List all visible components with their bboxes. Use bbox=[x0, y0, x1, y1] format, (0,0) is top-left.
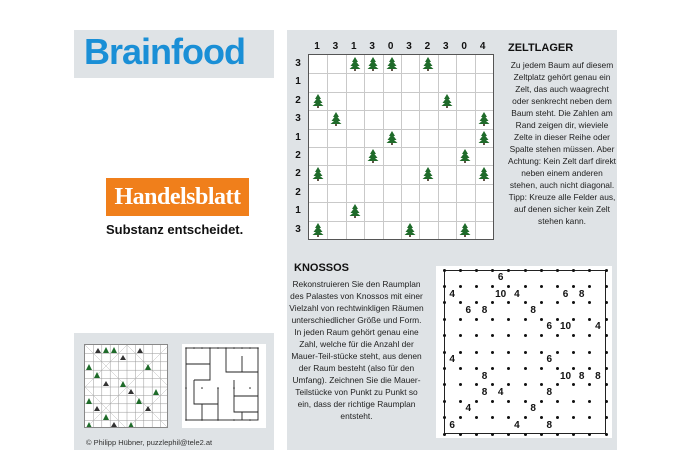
room-number: 6 bbox=[546, 321, 553, 333]
grid-line bbox=[456, 55, 457, 239]
room-number: 10 bbox=[559, 321, 572, 333]
zeltlager-grid[interactable] bbox=[308, 54, 494, 240]
grid-dot[interactable] bbox=[459, 416, 462, 419]
knossos-solution-graphic bbox=[182, 344, 266, 428]
column-clue: 0 bbox=[461, 41, 467, 52]
tree-icon bbox=[478, 112, 490, 126]
room-number: 8 bbox=[546, 419, 553, 431]
room-number: 6 bbox=[465, 305, 472, 316]
tree-icon bbox=[349, 57, 361, 71]
tree-icon bbox=[312, 223, 324, 237]
grid-dot[interactable] bbox=[475, 285, 478, 288]
tree-icon bbox=[386, 57, 398, 71]
tree-icon bbox=[422, 167, 434, 181]
grid-dot[interactable] bbox=[540, 400, 543, 403]
tree-icon bbox=[422, 57, 434, 71]
grid-dot[interactable] bbox=[524, 285, 527, 288]
row-clue: 2 bbox=[295, 94, 301, 106]
grid-dot[interactable] bbox=[459, 433, 462, 436]
grid-dot[interactable] bbox=[443, 416, 446, 419]
grid-dot[interactable] bbox=[540, 433, 543, 436]
room-number: 4 bbox=[595, 321, 601, 333]
grid-dot[interactable] bbox=[588, 269, 591, 272]
grid-dot[interactable] bbox=[556, 285, 559, 288]
brand-title: Brainfood bbox=[84, 31, 245, 72]
grid-dot[interactable] bbox=[524, 269, 527, 272]
grid-dot[interactable] bbox=[443, 400, 446, 403]
knossos-grid[interactable] bbox=[436, 266, 612, 438]
room-number: 8 bbox=[595, 370, 601, 382]
grid-dot[interactable] bbox=[524, 433, 527, 436]
grid-dot[interactable] bbox=[443, 367, 446, 370]
tree-icon bbox=[478, 131, 490, 145]
room-number: 6 bbox=[497, 272, 504, 284]
grid-dot[interactable] bbox=[491, 351, 494, 354]
column-clue: 4 bbox=[479, 41, 486, 52]
grid-dot[interactable] bbox=[475, 351, 478, 354]
tree-icon bbox=[459, 149, 471, 163]
room-number: 6 bbox=[562, 288, 569, 300]
grid-dot[interactable] bbox=[556, 334, 559, 337]
grid-dot[interactable] bbox=[491, 433, 494, 436]
column-clue: 3 bbox=[369, 41, 375, 52]
tree-icon bbox=[404, 223, 416, 237]
grid-line bbox=[419, 55, 420, 239]
room-number: 8 bbox=[481, 370, 488, 382]
zeltlager-solution-graphic bbox=[85, 345, 168, 428]
grid-dot[interactable] bbox=[572, 285, 575, 288]
grid-dot[interactable] bbox=[540, 285, 543, 288]
room-number: 10 bbox=[559, 370, 572, 382]
grid-dot[interactable] bbox=[475, 400, 478, 403]
grid-dot[interactable] bbox=[459, 269, 462, 272]
grid-dot[interactable] bbox=[524, 318, 527, 321]
room-number: 4 bbox=[449, 288, 455, 300]
tree-icon bbox=[312, 167, 324, 181]
grid-dot[interactable] bbox=[605, 416, 608, 419]
row-clue: 1 bbox=[295, 76, 301, 88]
grid-dot[interactable] bbox=[540, 334, 543, 337]
grid-dot[interactable] bbox=[443, 318, 446, 321]
grid-dot[interactable] bbox=[475, 416, 478, 419]
grid-dot[interactable] bbox=[443, 269, 446, 272]
grid-line bbox=[309, 221, 493, 222]
grid-dot[interactable] bbox=[507, 351, 510, 354]
tree-icon bbox=[312, 94, 324, 108]
grid-dot[interactable] bbox=[556, 433, 559, 436]
grid-dot[interactable] bbox=[556, 416, 559, 419]
grid-dot[interactable] bbox=[605, 351, 608, 354]
grid-line bbox=[401, 55, 402, 239]
row-clue: 1 bbox=[295, 205, 301, 217]
grid-dot[interactable] bbox=[475, 334, 478, 337]
sponsor-slogan: Substanz entscheidet. bbox=[106, 222, 244, 237]
grid-dot[interactable] bbox=[605, 301, 608, 304]
grid-dot[interactable] bbox=[556, 367, 559, 370]
grid-dot[interactable] bbox=[443, 334, 446, 337]
grid-dot[interactable] bbox=[540, 367, 543, 370]
room-number: 8 bbox=[481, 305, 488, 316]
grid-dot[interactable] bbox=[605, 269, 608, 272]
row-clue: 2 bbox=[295, 186, 301, 198]
room-number: 4 bbox=[465, 403, 472, 415]
grid-dot[interactable] bbox=[605, 334, 608, 337]
handelsblatt-logo: Handelsblatt bbox=[106, 178, 249, 216]
grid-dot[interactable] bbox=[459, 285, 462, 288]
zeltlager-solution-thumbnail bbox=[84, 344, 168, 428]
column-clue: 1 bbox=[351, 41, 357, 52]
grid-dot[interactable] bbox=[443, 285, 446, 288]
grid-dot[interactable] bbox=[524, 351, 527, 354]
grid-dot[interactable] bbox=[443, 383, 446, 386]
grid-dot[interactable] bbox=[572, 318, 575, 321]
room-number: 4 bbox=[514, 288, 520, 300]
grid-dot[interactable] bbox=[491, 318, 494, 321]
copyright-notice: © Philipp Hübner, puzzlephil@tele2.at bbox=[86, 438, 213, 447]
grid-dot[interactable] bbox=[475, 318, 478, 321]
grid-line bbox=[309, 165, 493, 166]
room-number: 8 bbox=[530, 403, 536, 415]
grid-dot[interactable] bbox=[459, 351, 462, 354]
room-number: 4 bbox=[497, 387, 504, 398]
grid-dot[interactable] bbox=[507, 433, 510, 436]
grid-dot[interactable] bbox=[605, 383, 608, 386]
grid-dot[interactable] bbox=[588, 433, 591, 436]
grid-dot[interactable] bbox=[491, 269, 494, 272]
grid-dot[interactable] bbox=[605, 400, 608, 403]
knossos-solution-thumbnail bbox=[182, 344, 266, 428]
grid-dot[interactable] bbox=[524, 416, 527, 419]
grid-dot[interactable] bbox=[572, 351, 575, 354]
zeltlager-instructions: Zu jedem Baum auf diesem Zeltplatz gehört genau ein Zelt, das auch waagrecht oder senkrecht neben dem Baum steht. Die Zahlen am Rand zeigen dir, wieviele Zelte in dieser Reihe oder Spalte stehen müssen. Aber Achtung: Kein Zelt darf direkt neben einem anderen stehen, auch nicht diagonal. Tipp: Kreuze alle Felder aus, auf denen sicher kein Zelt stehen kann. bbox=[508, 60, 616, 226]
column-clue: 2 bbox=[424, 41, 431, 52]
room-number: 4 bbox=[514, 419, 520, 431]
tree-icon bbox=[441, 94, 453, 108]
grid-dot[interactable] bbox=[491, 367, 494, 370]
grid-line bbox=[309, 202, 493, 203]
knossos-title: KNOSSOS bbox=[294, 262, 350, 274]
grid-dot[interactable] bbox=[491, 400, 494, 403]
grid-dot[interactable] bbox=[540, 318, 543, 321]
room-number: 6 bbox=[546, 354, 553, 366]
row-clue: 3 bbox=[295, 223, 301, 235]
room-number: 8 bbox=[578, 288, 585, 300]
room-number: 8 bbox=[530, 305, 536, 316]
grid-dot[interactable] bbox=[475, 269, 478, 272]
room-number: 8 bbox=[481, 387, 488, 398]
tree-icon bbox=[330, 112, 342, 126]
grid-dot[interactable] bbox=[524, 383, 527, 386]
grid-dot[interactable] bbox=[475, 433, 478, 436]
grid-line bbox=[438, 55, 439, 239]
tree-icon bbox=[478, 167, 490, 181]
grid-dot[interactable] bbox=[524, 301, 527, 304]
row-clue: 1 bbox=[295, 131, 301, 143]
grid-dot[interactable] bbox=[459, 318, 462, 321]
grid-dot[interactable] bbox=[443, 433, 446, 436]
row-clue: 2 bbox=[295, 168, 301, 180]
grid-dot[interactable] bbox=[443, 301, 446, 304]
grid-dot[interactable] bbox=[556, 351, 559, 354]
grid-line bbox=[309, 184, 493, 185]
grid-dot[interactable] bbox=[524, 367, 527, 370]
grid-dot[interactable] bbox=[572, 433, 575, 436]
grid-dot[interactable] bbox=[556, 318, 559, 321]
room-number: 6 bbox=[449, 419, 455, 431]
column-clue: 3 bbox=[332, 41, 339, 52]
grid-dot[interactable] bbox=[605, 285, 608, 288]
room-number: 4 bbox=[449, 354, 455, 366]
tree-icon bbox=[459, 223, 471, 237]
zeltlager-title: ZELTLAGER bbox=[508, 42, 574, 54]
brand-header bbox=[74, 30, 274, 78]
grid-dot[interactable] bbox=[491, 285, 494, 288]
grid-dot[interactable] bbox=[605, 318, 608, 321]
grid-dot[interactable] bbox=[540, 269, 543, 272]
grid-dot[interactable] bbox=[524, 334, 527, 337]
grid-dot[interactable] bbox=[556, 269, 559, 272]
grid-line bbox=[475, 55, 476, 239]
tree-icon bbox=[367, 149, 379, 163]
row-clue: 2 bbox=[295, 150, 301, 161]
room-number: 10 bbox=[495, 288, 507, 300]
grid-dot[interactable] bbox=[524, 400, 527, 403]
column-clue: 3 bbox=[406, 41, 412, 52]
grid-dot[interactable] bbox=[572, 367, 575, 370]
room-number: 8 bbox=[546, 387, 553, 398]
grid-dot[interactable] bbox=[443, 351, 446, 354]
grid-dot[interactable] bbox=[556, 400, 559, 403]
grid-dot[interactable] bbox=[475, 367, 478, 370]
grid-dot[interactable] bbox=[572, 269, 575, 272]
knossos-instructions: Rekonstruieren Sie den Raumplan des Palastes von Knossos mit einer Vielzahl von rechtwinkligen Räumen unterschiedlicher Größe und Form. In jeden Raum gehört genau eine Zahl, welche für die Anzahl der Mauer-Teil-stücke steht, aus denen der Raum besteht (also für den Umfang). Zeichnen Sie die Mauer- Teilstücke von Punkt zu Punkt so ein, dass der richtige Raumplan entsteht. bbox=[289, 279, 424, 421]
room-number: 8 bbox=[578, 370, 585, 382]
row-clue: 3 bbox=[295, 113, 301, 125]
row-clue: 3 bbox=[295, 58, 301, 69]
column-clue: 1 bbox=[314, 41, 320, 52]
tree-icon bbox=[367, 57, 379, 71]
tree-icon bbox=[349, 204, 361, 218]
tree-icon bbox=[386, 131, 398, 145]
column-clue: 0 bbox=[387, 41, 394, 52]
grid-dot[interactable] bbox=[507, 269, 510, 272]
grid-dot[interactable] bbox=[605, 433, 608, 436]
column-clue: 3 bbox=[443, 41, 449, 52]
grid-dot[interactable] bbox=[459, 334, 462, 337]
grid-dot[interactable] bbox=[572, 400, 575, 403]
grid-dot[interactable] bbox=[459, 367, 462, 370]
grid-dot[interactable] bbox=[540, 416, 543, 419]
grid-dot[interactable] bbox=[588, 351, 591, 354]
grid-dot[interactable] bbox=[540, 351, 543, 354]
grid-dot[interactable] bbox=[605, 367, 608, 370]
grid-dot[interactable] bbox=[459, 400, 462, 403]
